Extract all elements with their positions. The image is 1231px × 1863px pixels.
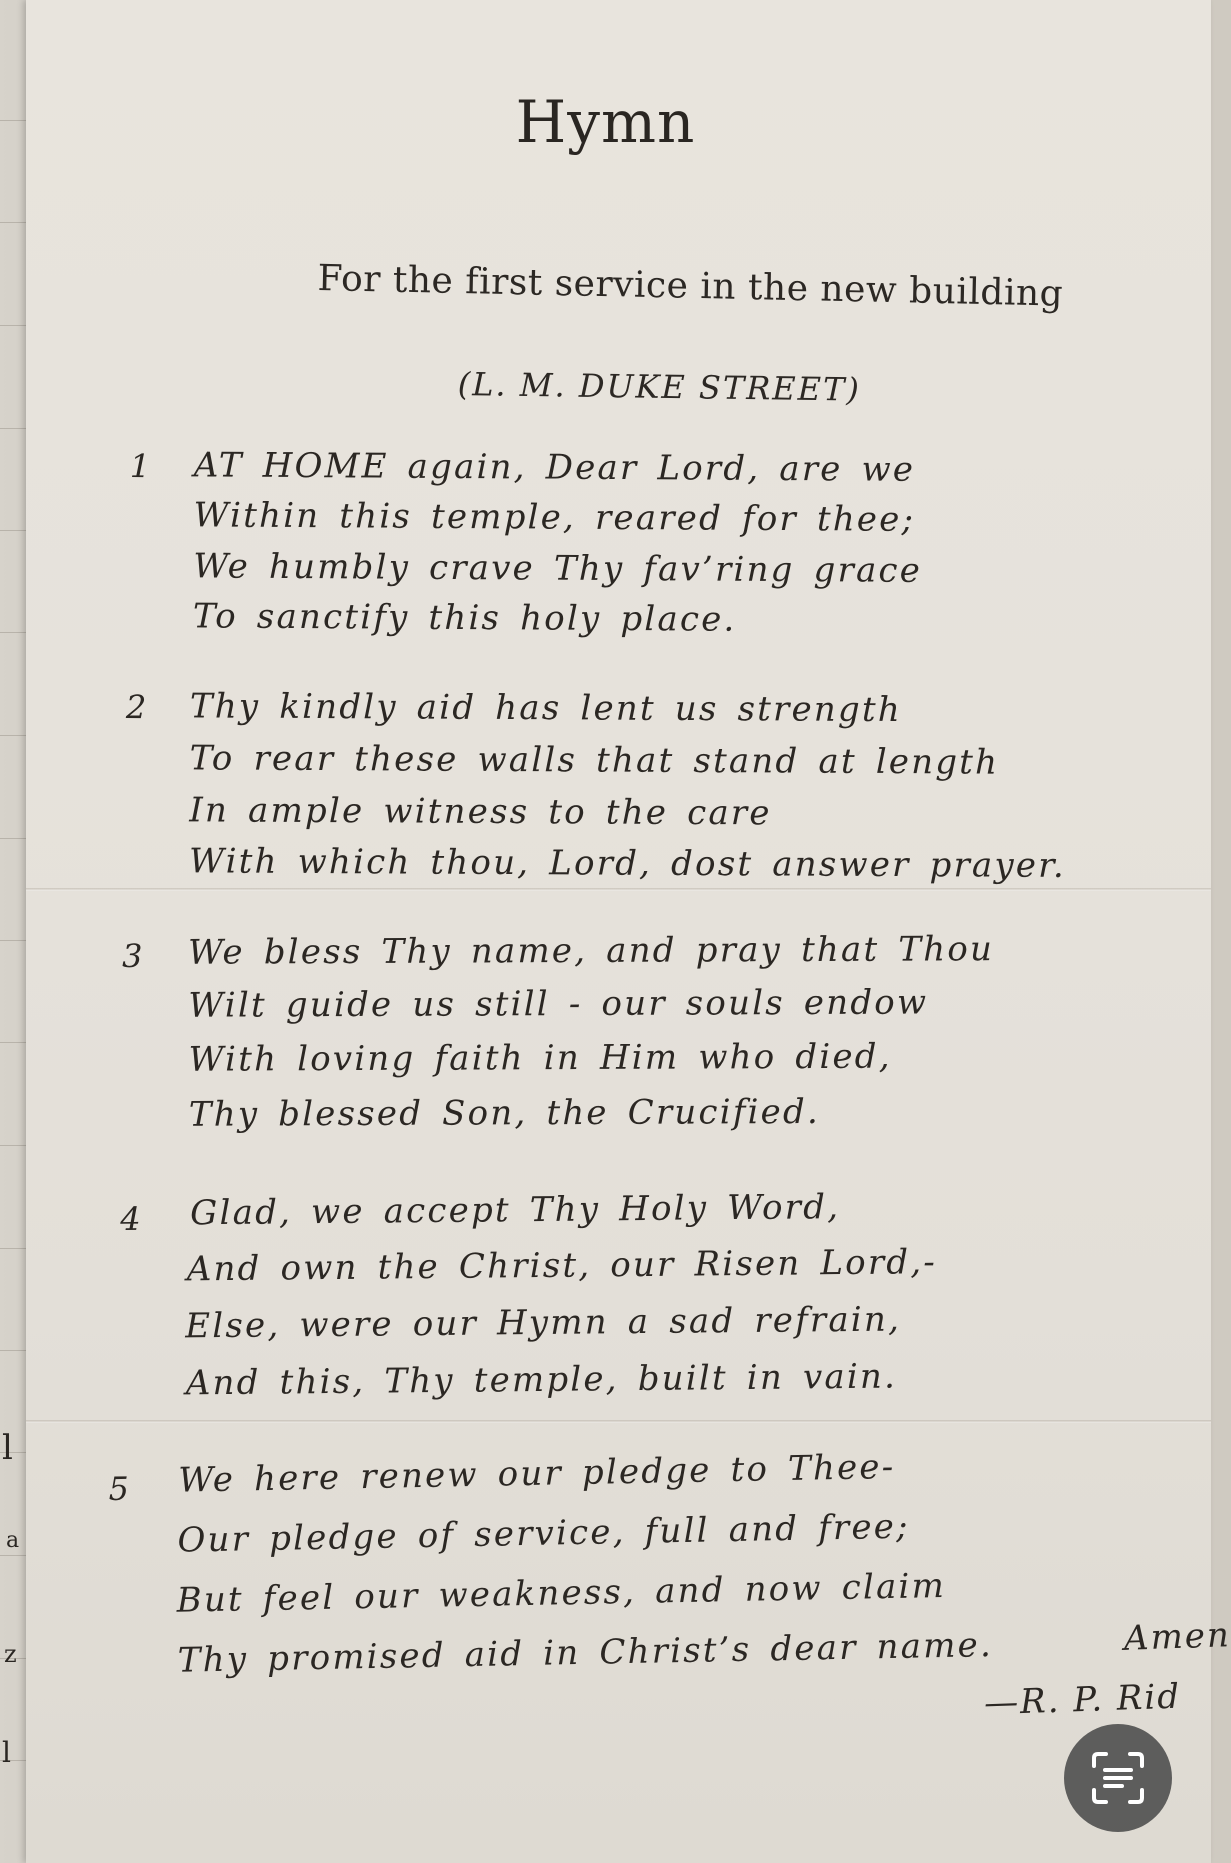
stanza-number: 3: [122, 936, 143, 975]
paper-fold: [26, 888, 1211, 891]
verse-line: Thy promised aid in Christ’s dear name.: [177, 1625, 994, 1681]
verse-line: With which thou, Lord, dost answer prayer.: [188, 841, 1067, 886]
hymn-title: Hymn: [515, 88, 696, 156]
verse-line: To sanctify this holy place.: [192, 596, 737, 640]
text-scan-icon: [1088, 1748, 1148, 1808]
amen-word: Amen: [1123, 1615, 1231, 1659]
verse-line: Thy kindly aid has lent us strength: [189, 686, 902, 731]
margin-mark: l: [2, 1736, 11, 1769]
verse-line: To rear these walls that stand at length: [189, 738, 1000, 783]
verse-line: And this, Thy temple, built in vain.: [185, 1356, 898, 1404]
hymn-subtitle: For the first service in the new building: [317, 258, 1064, 315]
margin-mark: z: [4, 1640, 17, 1668]
verse-line: But feel our weakness, and now claim: [176, 1565, 947, 1621]
verse-line: Wilt guide us still - our souls endow: [188, 982, 929, 1026]
margin-mark: a: [6, 1528, 20, 1553]
verse-line: Within this temple, reared for thee;: [193, 495, 916, 540]
text-scan-button[interactable]: [1064, 1724, 1172, 1832]
verse-line: We bless Thy name, and pray that Thou: [187, 929, 995, 973]
tune-name: (L. M. DUKE STREET): [457, 365, 862, 409]
hymn-author: —R. P. Rid: [983, 1676, 1182, 1724]
margin-mark: l: [2, 1428, 13, 1468]
paper-fold: [26, 1420, 1211, 1423]
verse-line: In ample witness to the care: [189, 790, 772, 834]
verse-line: With loving faith in Him who died,: [188, 1036, 892, 1080]
verse-line: Else, were our Hymn a sad refrain,: [185, 1299, 902, 1347]
stanza-number: 1: [129, 446, 151, 486]
verse-line: AT HOME again, Dear Lord, are we: [193, 445, 916, 490]
verse-line: Thy blessed Son, the Crucified.: [188, 1091, 821, 1135]
verse-line: And own the Christ, our Risen Lord,-: [186, 1242, 938, 1290]
verse-line: We humbly crave Thy fav’ring grace: [193, 546, 923, 591]
verse-line: Our pledge of service, full and free;: [177, 1506, 911, 1561]
stanza-number: 5: [108, 1469, 130, 1508]
verse-line: Glad, we accept Thy Holy Word,: [189, 1187, 841, 1234]
stanza-number: 4: [120, 1199, 141, 1238]
stanza-number: 2: [125, 688, 147, 727]
verse-line: We here renew our pledge to Thee-: [177, 1446, 896, 1501]
